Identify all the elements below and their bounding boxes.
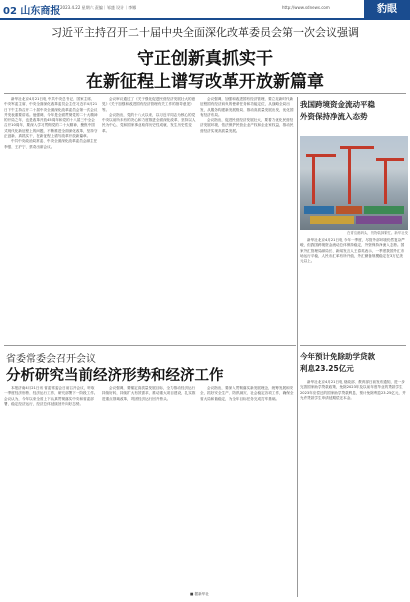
paragraph: 新华社北京4月21日电 财政部、教育部日前发布通知，进一步完善国家助学贷款政策，免除2023年及以前年度毕业的贷款学生2023年应偿还的国家助学贷款利息，预计免除利息23.25亿元，并允许贷款学生申请延期偿还本金。 [300, 380, 406, 400]
paragraph: 会议指出，要深入贯彻落实新发展理念，统筹发展和安全，抓好安全生产、防汛减灾、社会稳定各项工作，确保全省大局和谐稳定，为全年目标任务完成打牢基础。 [200, 386, 294, 401]
paragraph: 会议强调，加强和改进国有经济管理，要立足新时代新征程国有经济肩负的使命任务和功能定位，从战略全局出发，从服务构建新发展格局、推动高质量发展出发，优化国有经济布局。 [200, 97, 294, 117]
lead-headline-1: 守正创新真抓实干 [137, 49, 273, 69]
side-story-1-body [300, 238, 406, 342]
divider [300, 345, 406, 346]
second-column-3 [200, 386, 294, 586]
side-story-2-title-2: 利息23.25亿元 [300, 364, 354, 373]
paragraph: 会议强调，要锚定高质量发展目标，全力推动经济运行持续好转，持续扩大有效需求，推动重大项目建设，扎实推进重点领域改革，巩固经济运行回升势头。 [102, 386, 196, 401]
paragraph: 本报济南4月21日讯 省委常委会日前召开会议，听取一季度经济形势、经济运行工作，研究部署下一阶段工作。会议认为，今年以来全省上下认真贯彻落实中央和省委部署，稳定经济运行，经济总体延续回升向好态势。 [4, 386, 98, 406]
side-story-1-title-2: 外资保持净流入态势 [300, 112, 368, 121]
divider [4, 345, 296, 346]
paragraph: 会议指出，党的十八大以来，以习近平同志为核心的党中央以前所未有的决心和力度推进全面深化改革，坚持以人民为中心，党和国家事业取得历史性成就、发生历史性变革。 [102, 112, 196, 133]
page-number: 02 山东商报 [3, 6, 61, 17]
lead-column-1 [4, 97, 98, 342]
lead-column-3 [200, 97, 294, 342]
paragraph: 新华社北京4月21日电 今年一季度，尽管外部环境仍然复杂严峻，但我国跨境资金流动总体保持稳定，外资保持净流入态势。国家外汇管理局副局长、新闻发言人王春英表示，一季度我国外汇市场运行平稳，人民币汇率有所升值，外汇储备规模稳定在3万亿美元以上。 [300, 238, 405, 264]
second-column-1 [4, 386, 98, 586]
photo-caption: 在青岛港码头，货物装卸繁忙。新华社发 [346, 231, 408, 235]
date-line: 2023.4.22 星期六 责编｜邹盛 设计｜李娜 [60, 5, 137, 10]
second-headline: 分析研究当前经济形势和经济工作 [6, 368, 224, 384]
site-url: http://www.sdnews.com [282, 5, 330, 10]
paragraph: 会议指出，促进民营经济发展壮大，要着力优化民营经济发展环境，依法保护民营企业产权和企业家权益，推动民营经济实现高质量发展。 [200, 118, 294, 133]
lead-kicker: 习近平主持召开二十届中央全面深化改革委员会第一次会议强调 [51, 26, 359, 39]
lead-headline-2: 在新征程上谱写改革开放新篇章 [86, 72, 324, 92]
divider [4, 93, 406, 94]
side-story-2-body [300, 380, 406, 590]
paragraph: 中共中央政治局常委、中央全面深化改革委员会副主任李强、王沪宁、蔡奇出席会议。 [4, 139, 98, 149]
second-kicker: 省委常委会召开会议 [6, 354, 96, 365]
masthead [0, 0, 410, 20]
paragraph: 新华社北京4月21日电 中共中央总书记、国家主席、中央军委主席、中央全面深化改革委员会主任习近平4月21日下午主持召开二十届中央全面深化改革委员会第一次会议并发表重要讲话。他强调，今年是全面贯彻党的二十大精神的开局之年，也是改革开放45周年和党的十八届三中全会召开10周年，要深入学习贯彻党的二十大精神，聚焦中国式现代化新征程上的问题，不断推进全面深化改革，坚持守正创新、真抓实干，在新征程上谱写改革开放新篇章。 [4, 97, 98, 139]
side-story-1-title-1: 我国跨境资金流动平稳 [300, 100, 375, 109]
column-rule [297, 97, 298, 597]
lead-column-2 [102, 97, 196, 342]
second-column-2 [102, 386, 196, 586]
port-photo [300, 136, 408, 230]
section-brand: 豹眼 [364, 0, 410, 20]
paragraph: 会议审议通过了《关于强化促进民营经济发展壮大的意见》《关于加强和改进国有经济管理有关工作的指导意见》等。 [102, 97, 196, 112]
source-credit: ■ 据新华社 [190, 592, 209, 596]
side-story-2-title-1: 今年预计免除助学贷款 [300, 352, 375, 361]
